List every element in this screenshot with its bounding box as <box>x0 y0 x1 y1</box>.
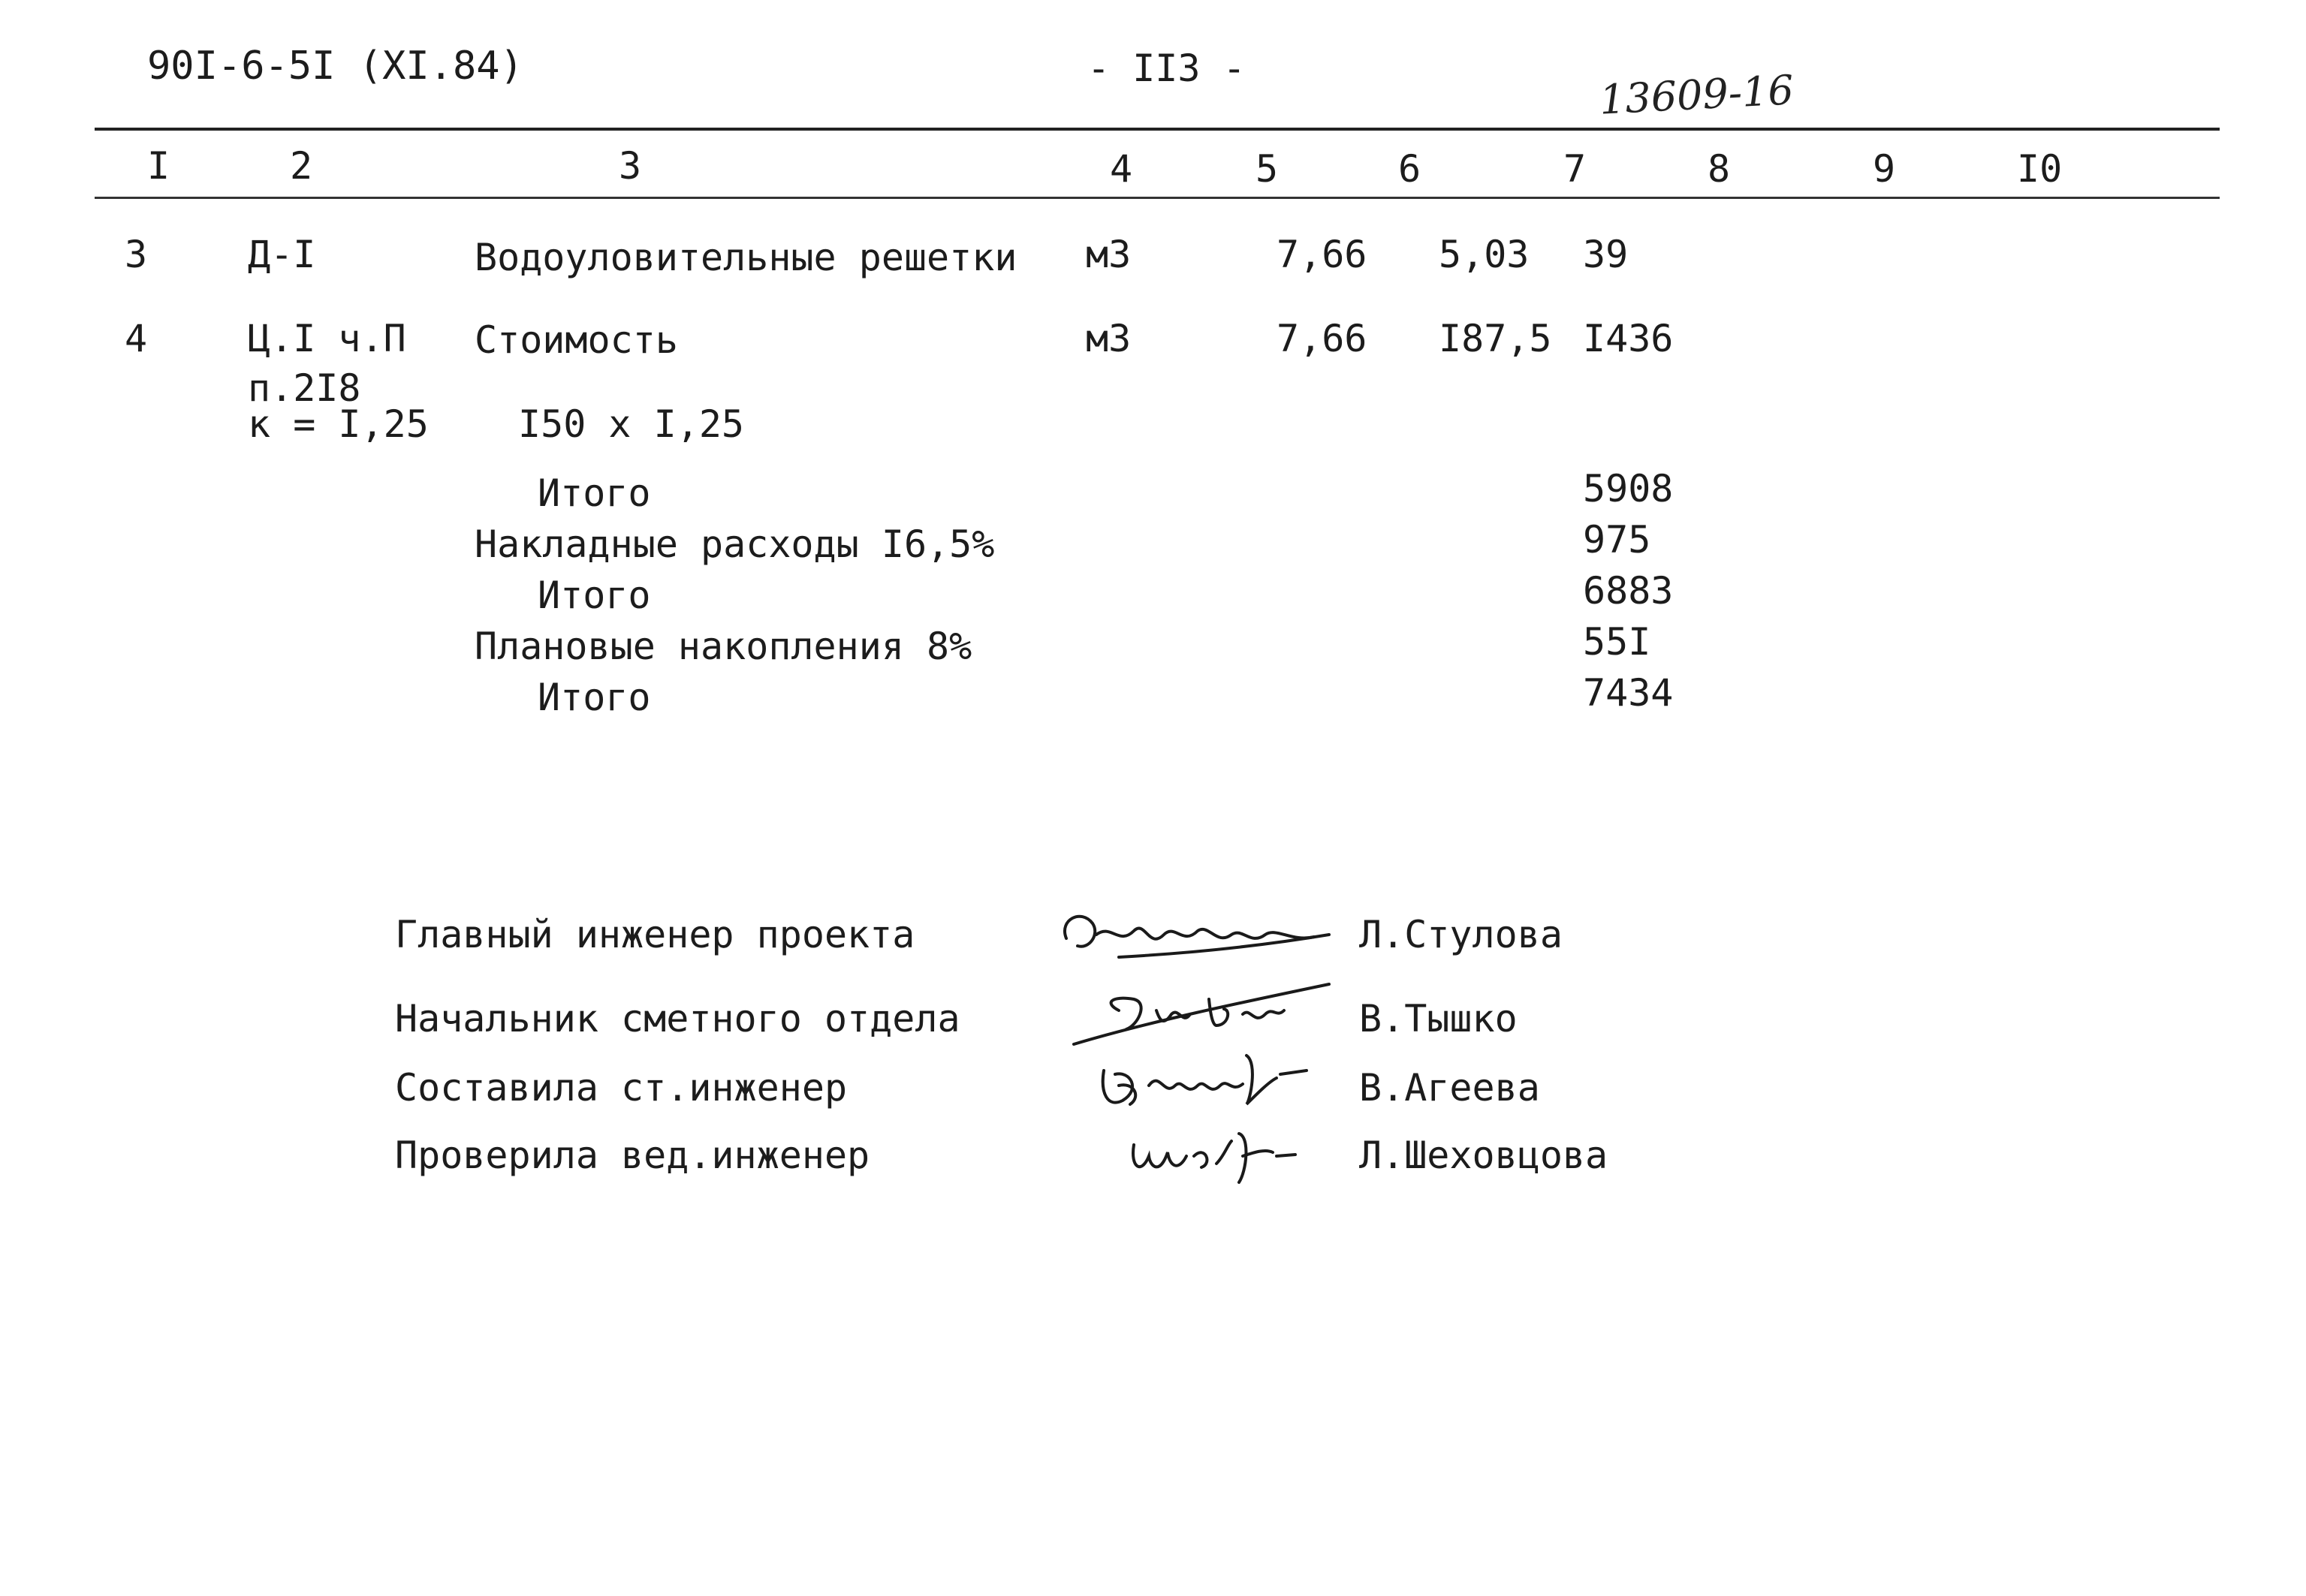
row-code-paragraph: п.2I8 <box>248 366 361 410</box>
column-header: 2 <box>290 144 313 188</box>
row-unit-price: I87,5 <box>1439 317 1552 360</box>
table-top-rule <box>95 128 2220 131</box>
row-unit: м3 <box>1086 317 1132 360</box>
handwritten-signature <box>1119 1111 1307 1194</box>
column-header: 4 <box>1110 147 1133 191</box>
column-header: 7 <box>1563 147 1587 191</box>
column-header: I <box>147 144 170 188</box>
summary-value: 975 <box>1583 518 1651 562</box>
row-total: 39 <box>1583 233 1629 276</box>
signature-position: Составила ст.инженер <box>395 1066 848 1110</box>
row-name: Водоуловительные решетки <box>475 236 1017 279</box>
row-code: Д-I <box>248 233 316 276</box>
column-header: 5 <box>1255 147 1279 191</box>
column-header: 9 <box>1873 147 1896 191</box>
summary-value: 6883 <box>1583 569 1674 613</box>
summary-value: 7434 <box>1583 671 1674 715</box>
signature-name: В.Тышко <box>1359 997 1518 1040</box>
row-total: I436 <box>1583 317 1674 360</box>
summary-value: 55I <box>1583 620 1651 664</box>
column-header: I0 <box>2017 147 2063 191</box>
row-unit-price: 5,03 <box>1439 233 1530 276</box>
document-code: 90I-6-5I (XI.84) <box>147 44 523 89</box>
row-unit: м3 <box>1086 233 1132 276</box>
summary-label: Итого <box>538 676 651 719</box>
summary-label: Итого <box>538 574 651 617</box>
signature-name: Л.Шеховцова <box>1359 1134 1608 1177</box>
page-number: - II3 - <box>1087 47 1246 90</box>
row-name-formula: I50 x I,25 <box>518 402 745 446</box>
row-quantity: 7,66 <box>1277 233 1367 276</box>
signature-position: Начальник сметного отдела <box>395 997 960 1040</box>
row-number: 3 <box>125 233 148 276</box>
inventory-number: 13609-16 <box>1598 66 1795 124</box>
handwritten-signature <box>1051 893 1337 976</box>
summary-label: Плановые накопления 8% <box>475 625 972 668</box>
summary-label: Накладные расходы I6,5% <box>475 522 995 566</box>
row-quantity: 7,66 <box>1277 317 1367 360</box>
column-header: 3 <box>619 144 642 188</box>
summary-label: Итого <box>538 471 651 515</box>
table-header-rule <box>95 197 2220 199</box>
column-header: 6 <box>1398 147 1421 191</box>
signature-position: Главный инженер проекта <box>395 913 915 956</box>
row-name: Стоимость <box>475 318 678 362</box>
column-header: 8 <box>1708 147 1731 191</box>
signature-position: Проверила вед.инженер <box>395 1134 870 1177</box>
signature-name: Л.Стулова <box>1359 913 1563 956</box>
row-number: 4 <box>125 317 148 360</box>
row-code: Ц.I ч.П <box>248 317 406 360</box>
signature-name: В.Агеева <box>1359 1066 1540 1110</box>
row-code-coefficient: к = I,25 <box>248 402 429 446</box>
summary-value: 5908 <box>1583 467 1674 510</box>
